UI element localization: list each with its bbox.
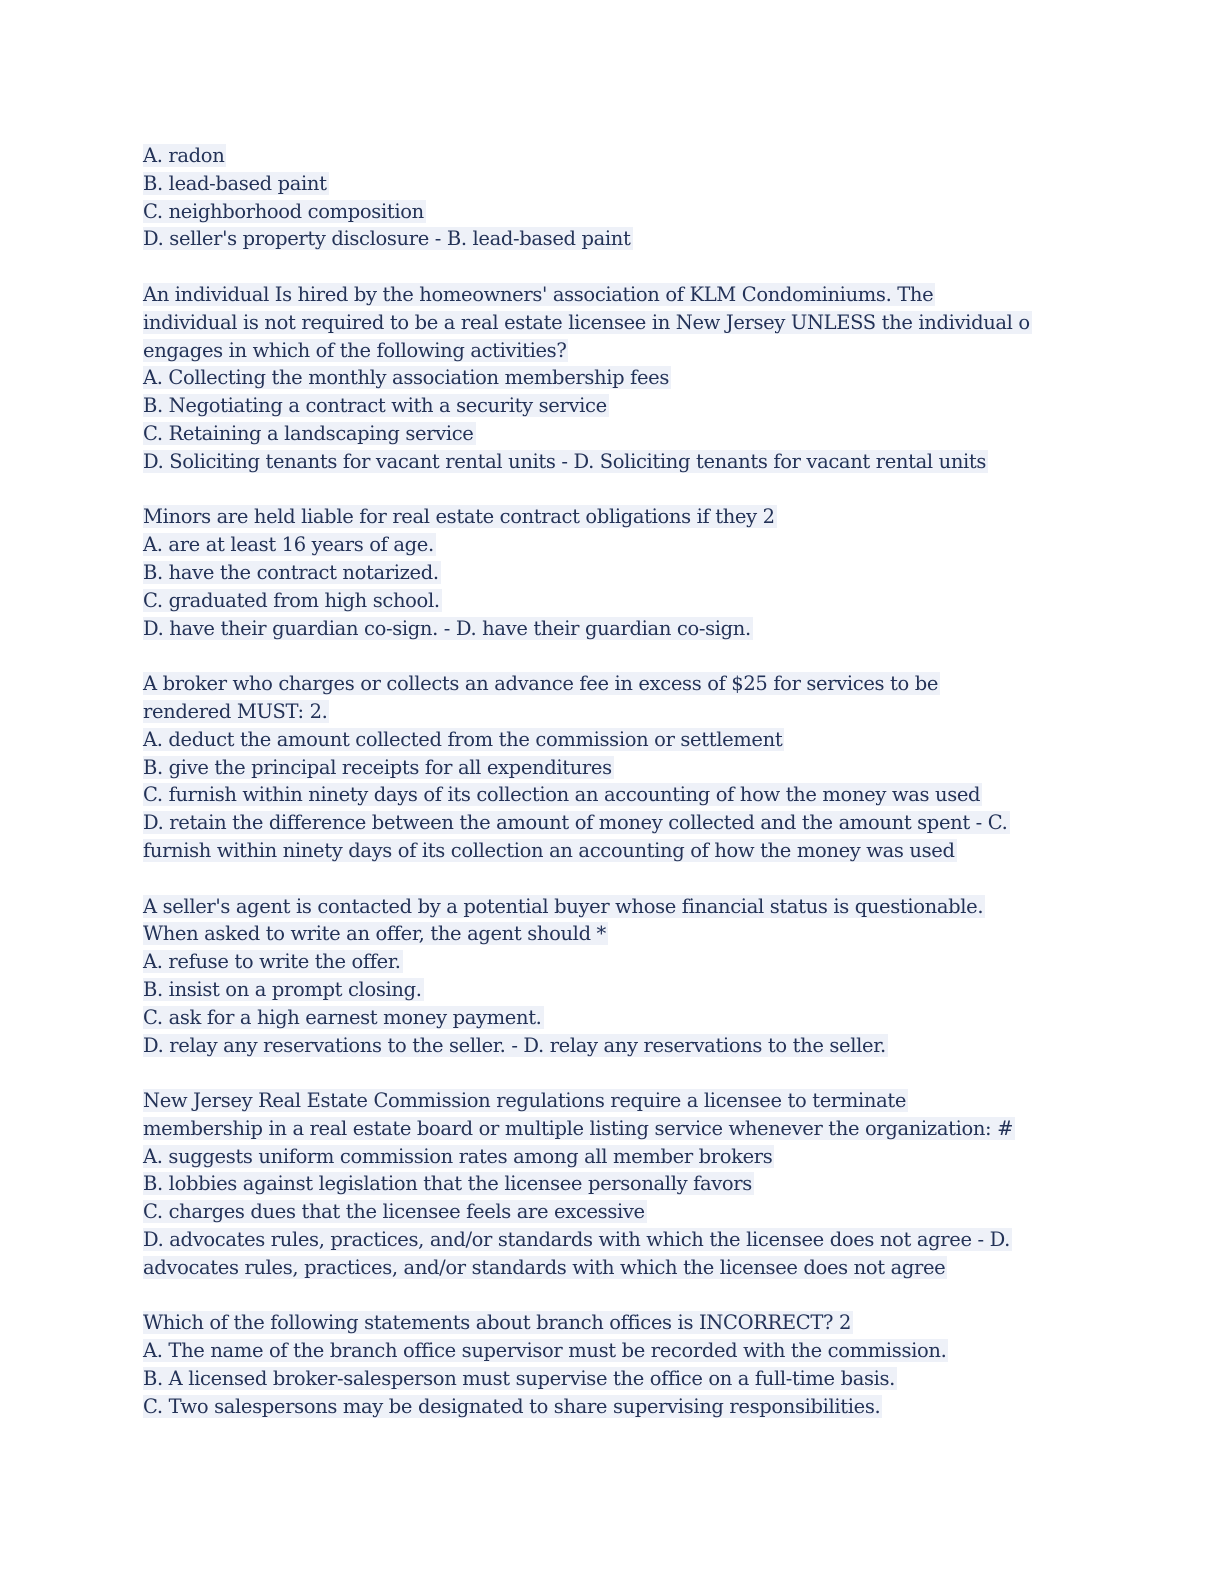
text-line: B. have the contract notarized. [143, 560, 439, 584]
text-line: advocates rules, practices, and/or standards with which the licensee does not agree [143, 1255, 946, 1279]
question-block [143, 503, 1143, 642]
text-line: D. advocates rules, practices, and/or standards with which the licensee does not agree - D. [143, 1228, 1011, 1252]
text-line: A. radon [143, 144, 225, 167]
question-block [143, 281, 1143, 476]
question-block [143, 893, 1143, 1060]
text-line: D. retain the difference between the amount of money collected and the amount spent - C. [143, 811, 1008, 835]
text-line: individual is not required to be a real estate licensee in New Jersey UNLESS the individual o [143, 310, 1030, 334]
text-line: A. suggests uniform commission rates among all member brokers [143, 1144, 773, 1168]
text-line: A. refuse to write the offer. [143, 950, 401, 974]
text-line: D. Soliciting tenants for vacant rental units - D. Soliciting tenants for vacant rental units [143, 449, 987, 473]
text-line: rendered MUST: 2. [143, 699, 328, 723]
question-block [143, 142, 1143, 253]
text-line: An individual Is hired by the homeowners' association of KLM Condominiums. The [143, 282, 934, 306]
document-body [143, 142, 1143, 1448]
question-block [143, 1087, 1143, 1282]
text-line: B. give the principal receipts for all expenditures [143, 755, 612, 779]
text-line: C. charges dues that the licensee feels are excessive [143, 1200, 645, 1224]
text-line: A broker who charges or collects an advance fee in excess of $25 for services to be [143, 672, 939, 696]
text-line: B. A licensed broker-salesperson must supervise the office on a full-time basis. [143, 1367, 896, 1391]
text-line: When asked to write an offer, the agent should * [143, 922, 606, 946]
text-line: Which of the following statements about branch offices is INCORRECT? 2 [143, 1311, 852, 1335]
text-line: engages in which of the following activities? [143, 338, 567, 362]
text-line: B. insist on a prompt closing. [143, 977, 422, 1001]
text-line: B. Negotiating a contract with a security service [143, 394, 607, 418]
text-line: B. lobbies against legislation that the licensee personally favors [143, 1172, 752, 1196]
text-line: A. deduct the amount collected from the commission or settlement [143, 727, 783, 751]
text-line: A. are at least 16 years of age. [143, 533, 434, 557]
text-line: C. graduated from high school. [143, 588, 440, 612]
question-block [143, 1309, 1143, 1420]
text-line: membership in a real estate board or multiple listing service whenever the organization: # [143, 1116, 1014, 1140]
text-line: C. neighborhood composition [143, 199, 424, 223]
text-line: New Jersey Real Estate Commission regulations require a licensee to terminate [143, 1089, 907, 1113]
question-block [143, 670, 1143, 865]
text-line: A seller's agent is contacted by a potential buyer whose financial status is questionable. [143, 894, 984, 918]
text-line: D. relay any reservations to the seller. - D. relay any reservations to the seller. [143, 1033, 886, 1057]
text-line: D. have their guardian co-sign. - D. have their guardian co-sign. [143, 616, 751, 640]
text-line: furnish within ninety days of its collection an accounting of how the money was used [143, 838, 955, 862]
text-line: B. lead-based paint [143, 171, 327, 195]
text-line: D. seller's property disclosure - B. lead-based paint [143, 227, 631, 251]
text-line: C. furnish within ninety days of its collection an accounting of how the money was used [143, 783, 981, 807]
text-line: A. Collecting the monthly association membership fees [143, 366, 669, 390]
text-line: C. ask for a high earnest money payment. [143, 1005, 542, 1029]
text-line: C. Retaining a landscaping service [143, 421, 474, 445]
text-line: A. The name of the branch office supervisor must be recorded with the commission. [143, 1339, 947, 1363]
text-line: C. Two salespersons may be designated to share supervising responsibilities. [143, 1394, 881, 1418]
text-line: Minors are held liable for real estate contract obligations if they 2 [143, 505, 775, 529]
